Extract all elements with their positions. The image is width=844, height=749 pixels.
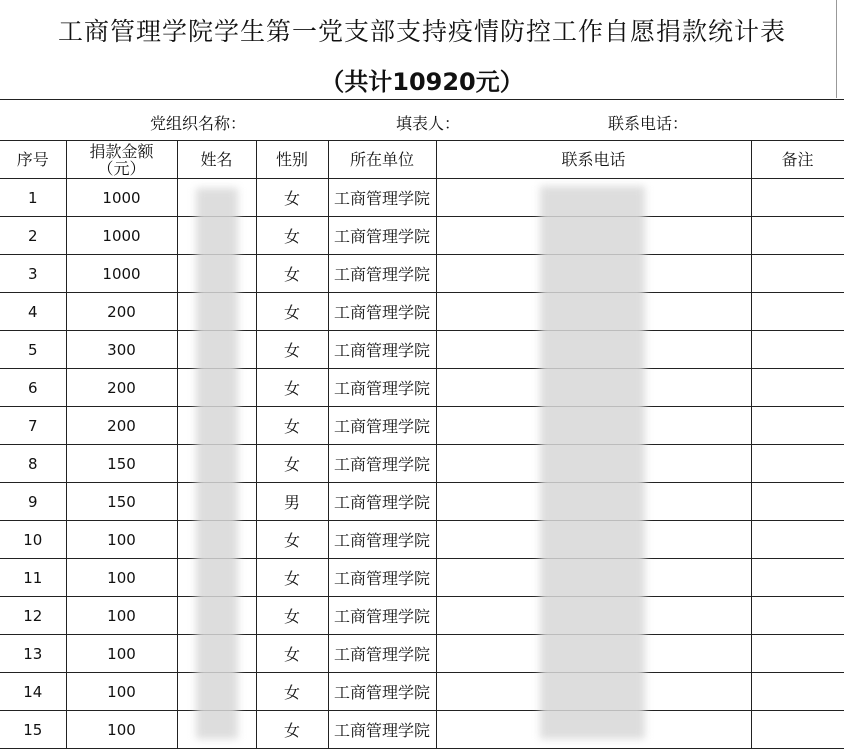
row-no: 1: [0, 179, 66, 217]
table-row: [0, 445, 844, 483]
row-remark: [751, 369, 844, 407]
row-unit: 工商管理学院: [328, 331, 436, 369]
row-remark: [751, 521, 844, 559]
table-row: [0, 559, 844, 597]
table-row: [0, 293, 844, 331]
row-amount: 100: [66, 521, 177, 559]
row-no: 13: [0, 635, 66, 673]
row-no: 4: [0, 293, 66, 331]
row-gender: 女: [256, 217, 328, 255]
row-amount: 150: [66, 483, 177, 521]
row-no: 7: [0, 407, 66, 445]
row-no: 12: [0, 597, 66, 635]
row-no: 6: [0, 369, 66, 407]
row-remark: [751, 407, 844, 445]
row-remark: [751, 673, 844, 711]
table-header-row: [0, 141, 844, 179]
phone-label: 联系电话：: [608, 114, 689, 133]
row-amount: 100: [66, 635, 177, 673]
row-amount: 100: [66, 711, 177, 749]
row-amount: 100: [66, 559, 177, 597]
col-header-phone: 联系电话: [436, 141, 751, 179]
row-gender: 男: [256, 483, 328, 521]
info-row: [0, 99, 844, 140]
document-title: 工商管理学院学生第一党支部支持疫情防控工作自愿捐款统计表: [57, 17, 786, 46]
row-no: 8: [0, 445, 66, 483]
row-amount: 100: [66, 673, 177, 711]
row-unit: 工商管理学院: [328, 521, 436, 559]
row-unit: 工商管理学院: [328, 711, 436, 749]
table-row: [0, 597, 844, 635]
row-amount: 100: [66, 597, 177, 635]
row-unit: 工商管理学院: [328, 179, 436, 217]
col-header-amount: [66, 141, 177, 179]
row-amount: 1000: [66, 217, 177, 255]
row-amount: 150: [66, 445, 177, 483]
row-no: 15: [0, 711, 66, 749]
row-amount: 200: [66, 369, 177, 407]
row-remark: [751, 711, 844, 749]
row-gender: 女: [256, 407, 328, 445]
row-unit: 工商管理学院: [328, 407, 436, 445]
col-header-name: 姓名: [177, 141, 256, 179]
row-gender: 女: [256, 559, 328, 597]
row-unit: 工商管理学院: [328, 483, 436, 521]
row-gender: 女: [256, 673, 328, 711]
row-no: 5: [0, 331, 66, 369]
row-remark: [751, 331, 844, 369]
row-no: 11: [0, 559, 66, 597]
col-header-remark: 备注: [751, 141, 844, 179]
row-amount: 300: [66, 331, 177, 369]
row-gender: 女: [256, 635, 328, 673]
row-no: 3: [0, 255, 66, 293]
donation-table: [0, 140, 844, 749]
row-remark: [751, 217, 844, 255]
col-header-gender: 性别: [256, 141, 328, 179]
row-gender: 女: [256, 369, 328, 407]
row-remark: [751, 293, 844, 331]
row-remark: [751, 635, 844, 673]
table-row: [0, 673, 844, 711]
page-edge-line: [836, 0, 837, 98]
table-row: [0, 217, 844, 255]
row-gender: 女: [256, 179, 328, 217]
row-remark: [751, 179, 844, 217]
row-no: 2: [0, 217, 66, 255]
row-remark: [751, 559, 844, 597]
row-amount: 1000: [66, 255, 177, 293]
row-amount: 1000: [66, 179, 177, 217]
row-no: 10: [0, 521, 66, 559]
row-remark: [751, 255, 844, 293]
table-row: [0, 331, 844, 369]
row-gender: 女: [256, 331, 328, 369]
org-name-label: 党组织名称：: [150, 114, 247, 133]
row-unit: 工商管理学院: [328, 673, 436, 711]
table-row: [0, 369, 844, 407]
row-amount: 200: [66, 293, 177, 331]
row-no: 14: [0, 673, 66, 711]
redacted-phones: [540, 186, 645, 739]
row-unit: 工商管理学院: [328, 445, 436, 483]
row-gender: 女: [256, 597, 328, 635]
amount-header-line2: （元）: [97, 158, 146, 178]
row-gender: 女: [256, 293, 328, 331]
table-row: [0, 407, 844, 445]
row-no: 9: [0, 483, 66, 521]
table-row: [0, 255, 844, 293]
amount-header-line1: 捐款金额: [89, 141, 154, 161]
table-row: [0, 179, 844, 217]
row-unit: 工商管理学院: [328, 597, 436, 635]
redacted-names: [196, 188, 238, 739]
row-remark: [751, 483, 844, 521]
col-header-unit: 所在单位: [328, 141, 436, 179]
filler-label: 填表人：: [396, 114, 461, 133]
row-unit: 工商管理学院: [328, 255, 436, 293]
row-unit: 工商管理学院: [328, 559, 436, 597]
total-amount-subtitle: （共计10920元）: [320, 68, 524, 96]
row-gender: 女: [256, 711, 328, 749]
row-amount: 200: [66, 407, 177, 445]
col-header-no: 序号: [0, 141, 66, 179]
row-gender: 女: [256, 445, 328, 483]
row-unit: 工商管理学院: [328, 293, 436, 331]
row-unit: 工商管理学院: [328, 635, 436, 673]
row-unit: 工商管理学院: [328, 369, 436, 407]
row-gender: 女: [256, 521, 328, 559]
row-remark: [751, 597, 844, 635]
row-remark: [751, 445, 844, 483]
row-unit: 工商管理学院: [328, 217, 436, 255]
row-gender: 女: [256, 255, 328, 293]
table-row: [0, 711, 844, 749]
table-row: [0, 521, 844, 559]
table-row: [0, 483, 844, 521]
table-row: [0, 635, 844, 673]
